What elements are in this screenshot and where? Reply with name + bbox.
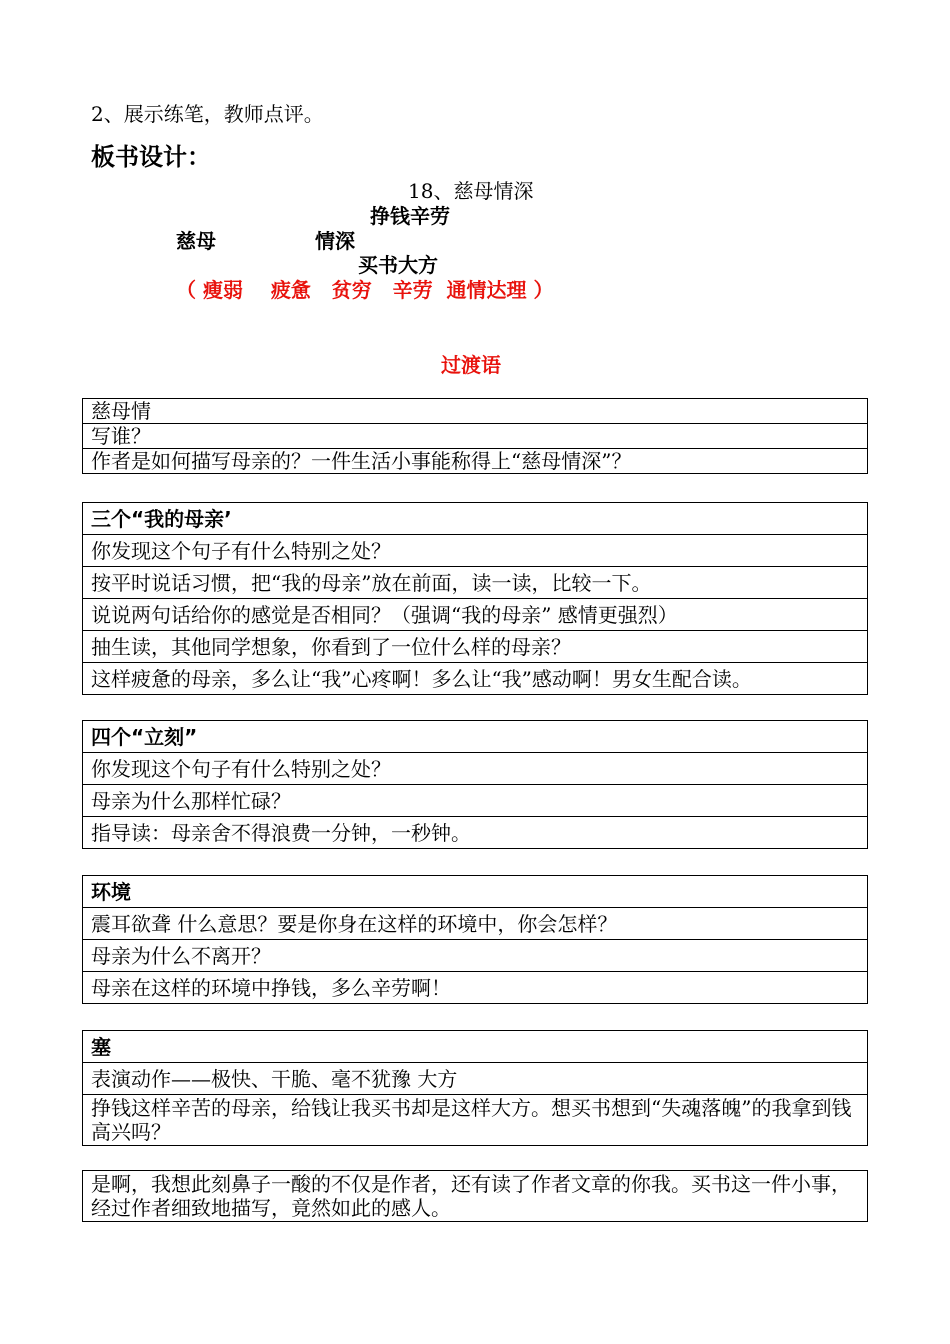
table-row: 按平时说话习惯，把“我的母亲”放在前面，读一读，比较一下。 — [83, 567, 868, 599]
table-row: 母亲为什么不离开？ — [83, 940, 868, 972]
board-bottom-phrase: 买书大方 — [358, 253, 438, 277]
table-row: 这样疲惫的母亲，多么让“我”心疼啊！多么让“我”感动啊！男女生配合读。 — [83, 663, 868, 695]
table-row: 你发现这个句子有什么特别之处？ — [83, 753, 868, 785]
conclusion-table — [82, 1170, 868, 1222]
immediately-table — [82, 720, 868, 849]
board-design-heading: 板书设计： — [91, 143, 211, 171]
table-row: 说说两句话给你的感觉是否相同？（强调“我的母亲” 感情更强烈） — [83, 599, 868, 631]
table-row: 指导读：母亲舍不得浪费一分钟，一秒钟。 — [83, 817, 868, 849]
board-top-phrase: 挣钱辛劳 — [370, 204, 450, 228]
table-header: 环境 — [83, 876, 868, 908]
table-row: 是啊，我想此刻鼻子一酸的不仅是作者，还有读了作者文章的你我。买书这一件小事，经过作者细致地描写，竟然如此的感人。 — [83, 1171, 868, 1222]
board-middle-phrase: 情深 — [315, 229, 355, 253]
intro-line: 2、展示练笔，教师点评。 — [91, 102, 324, 126]
table-row: 挣钱这样辛苦的母亲，给钱让我买书却是这样大方。想买书想到“失魂落魄”的我拿到钱高兴吗？ — [83, 1095, 868, 1146]
table-row: 作者是如何描写母亲的？一件生活小事能称得上“慈母情深”？ — [83, 449, 868, 474]
table-row: 慈母情 — [83, 399, 868, 424]
table-row: 震耳欲聋 什么意思？要是你身在这样的环境中，你会怎样？ — [83, 908, 868, 940]
table-header: 三个“我的母亲’ — [83, 503, 868, 535]
intro-questions-table — [82, 398, 868, 474]
board-title: 18、慈母情深 — [408, 179, 534, 203]
environment-table — [82, 875, 868, 1004]
my-mother-table — [82, 502, 868, 695]
table-row: 写谁？ — [83, 424, 868, 449]
table-row: 母亲在这样的环境中挣钱，多么辛劳啊！ — [83, 972, 868, 1004]
table-row: 表演动作——极快、干脆、毫不犹豫 大方 — [83, 1063, 868, 1095]
transition-title: 过渡语 — [441, 353, 501, 377]
table-header: 四个“立刻” — [83, 721, 868, 753]
board-left-phrase: 慈母 — [176, 229, 216, 253]
table-header: 塞 — [83, 1031, 868, 1063]
stuff-table — [82, 1030, 868, 1146]
table-row: 母亲为什么那样忙碌？ — [83, 785, 868, 817]
table-row: 抽生读，其他同学想象，你看到了一位什么样的母亲？ — [83, 631, 868, 663]
board-traits: （ 瘦弱 疲惫 贫穷 辛劳 通情达理 ） — [176, 278, 554, 302]
table-row: 你发现这个句子有什么特别之处？ — [83, 535, 868, 567]
